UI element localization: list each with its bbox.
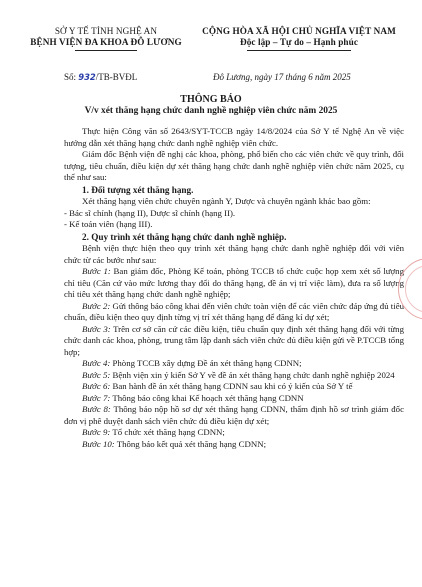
step-label: Bước 8:: [82, 404, 111, 414]
national-header: [196, 26, 402, 51]
paragraph-intro: Giám đốc Bệnh viện đề nghị các khoa, phòng, phổ biến cho các viên chức về quy trình, đối tượng, tiêu chuẩn, điều kiện dự xét thăng hạng chức danh nghề nghiệp viên chức năm 2025, cụ thể như sau:: [64, 149, 404, 182]
handwritten-number: 932: [78, 72, 96, 82]
step-item: [64, 404, 404, 427]
step-item: [64, 381, 404, 393]
place-date: Đô Lương, ngày 17 tháng 6 năm 2025: [213, 72, 351, 82]
bullet-item: - Kế toán viên (hạng III).: [64, 219, 153, 229]
step-item: [64, 427, 404, 439]
issuer-underline: [75, 50, 137, 51]
motto-underline: [247, 50, 351, 51]
seal-inner-ring: [405, 265, 422, 313]
document-body: [64, 126, 404, 450]
step-item: [64, 393, 404, 405]
step-label: Bước 1:: [82, 266, 111, 276]
step-text: Gửi thông báo công khai đến viên chức toàn viện để các viên chức đáp ứng đủ tiêu chuẩn, điều kiện theo quy định từng vị trí xét thăng hạng để đăng kí dự xét;: [64, 300, 404, 322]
number-suffix: /TB-BVĐL: [95, 72, 138, 82]
step-text: Thông báo nộp hồ sơ dự xét thăng hạng CDNN, thẩm định hồ sơ trình giám đốc đơn vị phê duyệt danh sách viên chức đủ điều kiện dự xét;: [64, 404, 404, 426]
paragraph-process: Bệnh viện thực hiện theo quy trình xét thăng hạng chức danh nghề nghiệp đối với viên chức từ các bước như sau:: [64, 243, 404, 265]
step-item: [64, 358, 404, 370]
step-item: [64, 370, 404, 382]
step-label: Bước 10:: [82, 438, 115, 449]
section-heading-1: 1. Đối tượng xét thăng hạng.: [82, 184, 194, 195]
national-motto: Độc lập – Tự do – Hạnh phúc: [239, 37, 359, 47]
step-label: Bước 4:: [82, 358, 111, 368]
step-item: [64, 439, 404, 451]
step-text: Thông báo công khai Kế hoạch xét thăng hạng CDNN: [110, 392, 304, 403]
step-label: Bước 7:: [82, 392, 111, 403]
step-label: Bước 3:: [82, 323, 111, 334]
document-title: THÔNG BÁO: [180, 94, 242, 105]
nation-name: CỘNG HÒA XÃ HỘI CHỦ NGHĨA VIỆT NAM: [202, 26, 396, 36]
step-text: Tổ chức xét thăng hạng CDNN;: [110, 427, 225, 437]
issuer-header: [26, 26, 186, 51]
agency-name: SỞ Y TẾ TỈNH NGHỆ AN: [54, 26, 158, 36]
step-text: Thông báo kết quả xét thăng hạng CDNN;: [114, 438, 267, 449]
document-subtitle: V/v xét thăng hạng chức danh nghề nghiệp viên chức năm 2025: [84, 106, 338, 116]
step-text: Trên cơ sở căn cứ các điều kiện, tiêu chuẩn quy định xét thăng hạng đối với từng chức danh các khoa, phòng, trung tâm lập danh sách viên chức đủ điều kiện gửi về P.TCCB tổng hợp;: [64, 323, 404, 357]
step-text: Ban hành đề án xét thăng hạng CDNN sau khi có ý kiến của Sở Y tế: [110, 381, 353, 391]
step-item: [64, 324, 404, 359]
paragraph-reference: Thực hiện Công văn số 2643/SYT-TCCB ngày 14/8/2024 của Sở Y tế Nghệ An về việc hướng dẫn xét thăng hạng chức danh nghề nghiệp viên chức.: [64, 126, 404, 148]
step-text: Ban giám đốc, Phòng Kế toán, phòng TCCB tổ chức cuộc họp xem xét số lượng chỉ tiêu (Căn cứ vào mức lương thay đổi do thăng hạng, đề án vị trí việc làm), đưa ra số lượng chỉ tiêu xét thăng hạng chức danh nghề nghiệp;: [64, 266, 404, 299]
hospital-name: BỆNH VIỆN ĐA KHOA ĐÔ LƯƠNG: [30, 37, 182, 47]
paragraph-scope: Xét thăng hạng viên chức chuyên ngành Y, Dược và chuyên ngành khác bao gồm:: [82, 196, 371, 206]
bullet-item: - Bác sĩ chính (hạng II), Dược sĩ chính (hạng II).: [64, 207, 236, 218]
step-label: Bước 5:: [82, 369, 111, 380]
section-heading-2: 2. Quy trình xét thăng hạng chức danh nghề nghiệp.: [82, 231, 287, 242]
step-label: Bước 2:: [82, 300, 111, 311]
number-label: Số:: [64, 72, 77, 82]
step-text: Bệnh viện xin ý kiến Sở Y về đề án xét thăng hạng chức danh nghề nghiệp 2024: [110, 369, 395, 380]
step-label: Bước 9:: [82, 427, 111, 437]
step-text: Phòng TCCB xây dựng Đề án xét thăng hạng CDNN;: [110, 358, 302, 368]
step-item: [64, 266, 404, 301]
step-item: [64, 301, 404, 324]
step-label: Bước 6:: [82, 381, 111, 391]
document-number: [64, 72, 137, 82]
